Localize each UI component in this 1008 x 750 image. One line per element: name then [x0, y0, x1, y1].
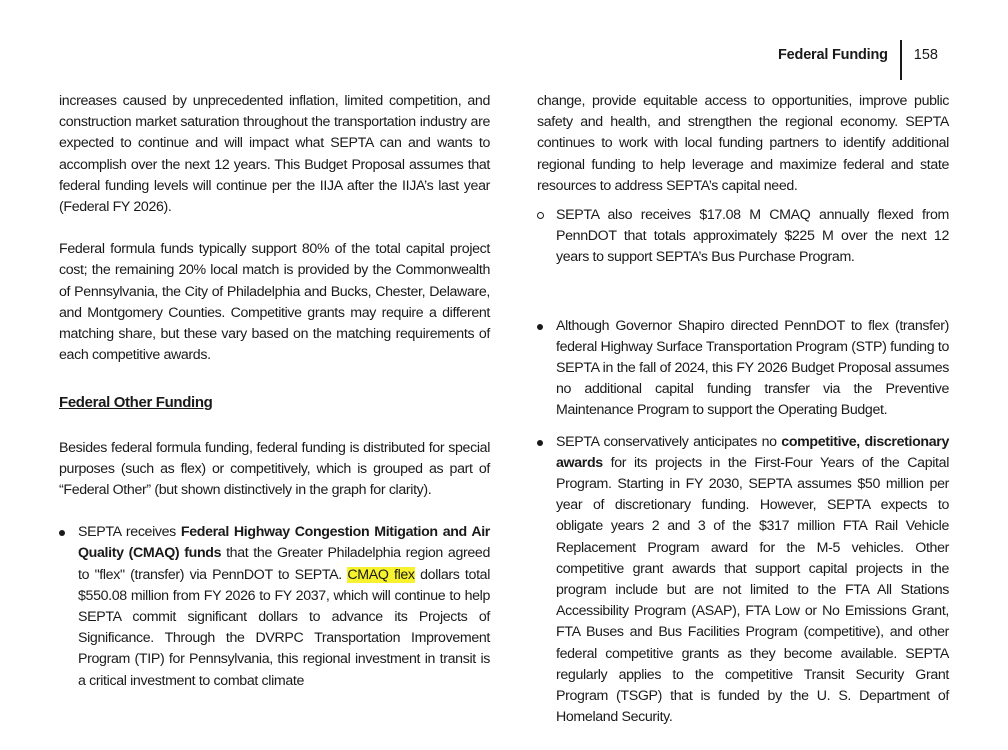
bullet-cmaq-tail: dollars total $550.08 million from FY 2026 to FY 2037, which will continue to help SEPTA commit significant dollars to advance its Projects of Significance. Through the DVRPC Transportation Improvement Program (TIP) for Pennsylvania, this regional investment in transit is a critical investment to combat climate — [78, 566, 491, 689]
sub-bullet-bus-purchase: SEPTA also receives $17.08 M CMAQ annually flexed from PennDOT that totals approximately $225 M over the next 12 years to support SEPTA’s Bus Purchase Program. — [537, 205, 949, 269]
section-title: Federal Funding — [778, 47, 888, 63]
bullet-cmaq-mid: that the Greater Philadelphia region agreed to "flex" (transfer) via PennDOT to SEPTA. — [78, 545, 490, 583]
highlighted-text: CMAQ flex — [347, 566, 415, 583]
bullet-cmaq-bold: Federal Highway Congestion Mitigation and Air Quality (CMAQ) funds — [78, 524, 490, 562]
paragraph-formula-funds: Federal formula funds typically support 80% of the total capital project cost; the remaining 20% local match is provided by the Commonwealth of Pennsylvania, the City of Philadelphia and Bucks, Chester, Delaware, and Montgomery Counties. Competitive grants may require a different matching share, but these vary based on the matching requirements of each competitive awards. — [59, 241, 490, 364]
right-column — [537, 91, 949, 728]
bullet-cmaq-lead: SEPTA receives — [78, 524, 181, 541]
page-number: 158 — [913, 47, 938, 63]
bullet-cmaq — [59, 522, 490, 692]
page-header — [778, 40, 938, 80]
bullet-stp-flex: Although Governor Shapiro directed PennDOT to flex (transfer) federal Highway Surface Transportation Program (STP) funding to SEPTA in the fall of 2024, this FY 2026 Budget Proposal assumes no additional capital funding transfer via the Preventive Maintenance Program to support the Operating Budget. — [537, 316, 949, 422]
header-divider — [900, 40, 902, 80]
bullet-competitive-tail: for its projects in the First-Four Years of the Capital Program. Starting in FY 2030, SEPTA assumes $50 million per year of discretionary funding. However, SEPTA expects to obligate years 2 and 3 of the $317 million FTA Rail Vehicle Replacement Program award for the M-5 vehicles. Other competitive grant awards that support capital projects in the program include but are not limited to the FTA All Stations Accessibility Program (ASAP), FTA Low or No Emissions Grant, FTA Buses and Bus Facilities Program (competitive), and other federal competitive grants as they become available. SEPTA regularly applies to the competitive Transit Security Grant Program (TSGP) that is funded by the U. S. Department of Homeland Security. — [556, 454, 949, 726]
section-heading-federal-other: Federal Other Funding — [59, 394, 213, 412]
left-column — [59, 91, 490, 692]
bullet-competitive-awards — [537, 432, 949, 729]
paragraph-inflation: increases caused by unprecedented inflation, limited competition, and construction market saturation throughout the transportation industry are expected to continue and will impact what SEPTA can and wants to accomplish over the next 12 years. This Budget Proposal assumes that federal funding levels will continue per the IIJA after the IIJA’s last year (Federal FY 2026). — [59, 93, 490, 216]
bullet-competitive-lead: SEPTA conservatively anticipates no — [556, 433, 782, 450]
paragraph-federal-other: Besides federal formula funding, federal funding is distributed for special purposes (such as flex) or competitively, which is grouped as part of “Federal Other” (but shown distinctively in the graph for clarity). — [59, 439, 490, 499]
paragraph-climate-continued: change, provide equitable access to opportunities, improve public safety and health, and strengthen the regional economy. SEPTA continues to work with local funding partners to identify additional regional funding to help leverage and maximize federal and state resources to address SEPTA’s capital need. — [537, 93, 949, 194]
bullet-competitive-bold: competitive, discretionary awards — [556, 433, 949, 471]
